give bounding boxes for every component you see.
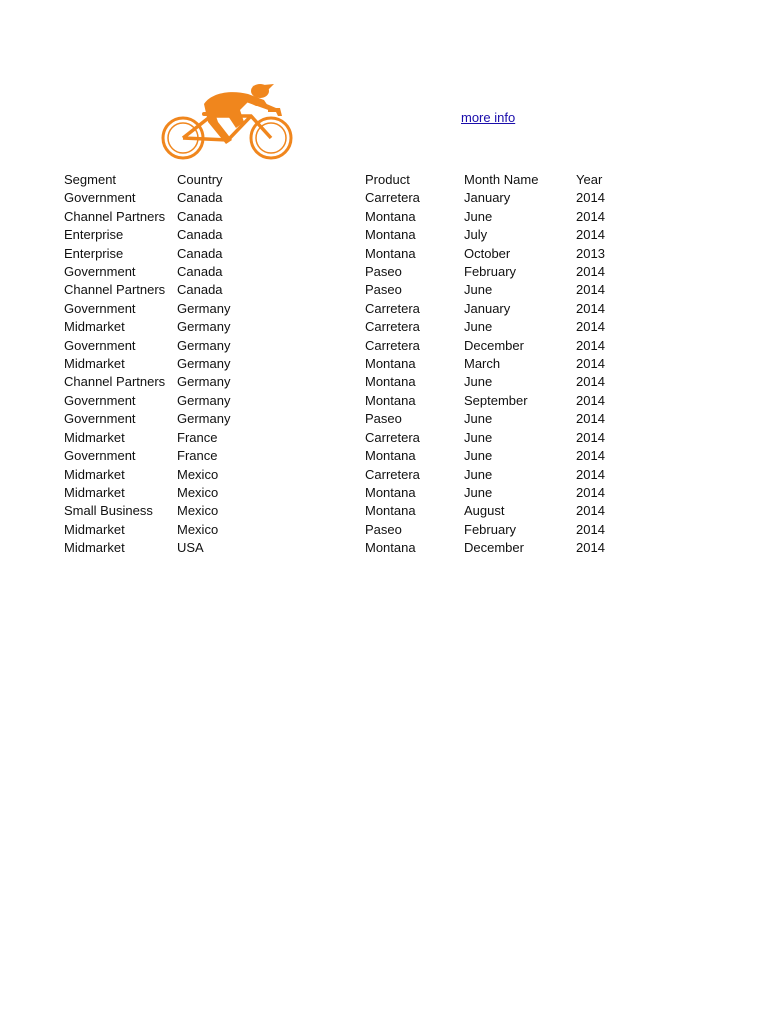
month-name-cell: December (464, 337, 524, 353)
header-product: Product (365, 172, 410, 187)
country-cell: Canada (177, 282, 223, 298)
segment-cell: Enterprise (64, 245, 124, 261)
product-cell: Montana (365, 540, 416, 556)
product-cell: Carretera (365, 466, 420, 482)
month-name-cell: October (464, 245, 511, 261)
table-row (64, 502, 616, 520)
segment-cell: Midmarket (64, 429, 125, 445)
product-cell: Montana (365, 356, 416, 372)
table-row (64, 263, 616, 281)
country-cell: Mexico (177, 521, 219, 537)
header-country: Country (177, 172, 223, 187)
month-name-cell: June (464, 319, 493, 335)
product-cell: Montana (365, 245, 416, 261)
month-name-cell: March (464, 356, 501, 372)
table-row (64, 392, 616, 410)
header-month-name: Month Name (464, 172, 539, 187)
table-row (64, 208, 616, 226)
month-name-cell: June (464, 374, 493, 390)
country-cell: Mexico (177, 466, 219, 482)
segment-cell: Enterprise (64, 227, 124, 243)
country-cell: Canada (177, 208, 223, 224)
country-cell: Canada (177, 227, 223, 243)
year-cell: 2014 (576, 337, 605, 353)
table-row (64, 521, 616, 539)
year-cell: 2014 (576, 374, 605, 390)
year-cell: 2014 (576, 448, 605, 464)
product-cell: Montana (365, 208, 416, 224)
country-cell: Germany (177, 356, 231, 372)
table-row (64, 466, 616, 484)
year-cell: 2014 (576, 319, 605, 335)
year-cell: 2013 (576, 245, 605, 261)
year-cell: 2014 (576, 411, 605, 427)
product-cell: Paseo (365, 264, 402, 280)
month-name-cell: June (464, 448, 493, 464)
table-row (64, 245, 616, 263)
header-segment: Segment (64, 172, 117, 187)
country-cell: Canada (177, 264, 223, 280)
country-cell: Germany (177, 337, 231, 353)
table-header-row (64, 171, 616, 189)
segment-cell: Midmarket (64, 521, 125, 537)
country-cell: France (177, 429, 218, 445)
country-cell: Canada (177, 190, 223, 206)
month-name-cell: January (464, 300, 511, 316)
product-cell: Montana (365, 503, 416, 519)
segment-cell: Midmarket (64, 484, 125, 500)
product-cell: Montana (365, 227, 416, 243)
year-cell: 2014 (576, 540, 605, 556)
year-cell: 2014 (576, 429, 605, 445)
year-cell: 2014 (576, 282, 605, 298)
table-row (64, 318, 616, 336)
cyclist-icon (156, 82, 302, 160)
country-cell: France (177, 448, 218, 464)
year-cell: 2014 (576, 264, 605, 280)
segment-cell: Government (64, 337, 136, 353)
country-cell: Germany (177, 411, 231, 427)
month-name-cell: July (464, 227, 488, 243)
segment-cell: Channel Partners (64, 208, 166, 224)
country-cell: Mexico (177, 484, 219, 500)
month-name-cell: June (464, 282, 493, 298)
year-cell: 2014 (576, 503, 605, 519)
table-row (64, 373, 616, 391)
segment-cell: Government (64, 300, 136, 316)
segment-cell: Government (64, 264, 136, 280)
more-info-link[interactable]: more info (461, 110, 516, 125)
country-cell: USA (177, 540, 204, 556)
segment-cell: Channel Partners (64, 282, 166, 298)
month-name-cell: February (464, 264, 517, 280)
country-cell: Germany (177, 374, 231, 390)
country-cell: Germany (177, 300, 231, 316)
month-name-cell: February (464, 521, 517, 537)
table-row (64, 226, 616, 244)
segment-cell: Government (64, 448, 136, 464)
product-cell: Paseo (365, 411, 402, 427)
month-name-cell: June (464, 429, 493, 445)
month-name-cell: June (464, 484, 493, 500)
product-cell: Montana (365, 448, 416, 464)
segment-cell: Government (64, 411, 136, 427)
year-cell: 2014 (576, 392, 605, 408)
segment-cell: Government (64, 392, 136, 408)
segment-cell: Government (64, 190, 136, 206)
table-row (64, 447, 616, 465)
year-cell: 2014 (576, 190, 605, 206)
product-cell: Carretera (365, 190, 420, 206)
table-row (64, 355, 616, 373)
table-row (64, 300, 616, 318)
product-cell: Carretera (365, 300, 420, 316)
month-name-cell: June (464, 466, 493, 482)
segment-cell: Midmarket (64, 319, 125, 335)
header-year: Year (576, 172, 603, 187)
table-row (64, 281, 616, 299)
table-body (64, 171, 616, 558)
month-name-cell: June (464, 411, 493, 427)
year-cell: 2014 (576, 484, 605, 500)
country-cell: Canada (177, 245, 223, 261)
segment-cell: Midmarket (64, 540, 125, 556)
table-row (64, 410, 616, 428)
month-name-cell: August (464, 503, 505, 519)
product-cell: Paseo (365, 282, 402, 298)
year-cell: 2014 (576, 227, 605, 243)
product-cell: Carretera (365, 337, 420, 353)
month-name-cell: January (464, 190, 511, 206)
product-cell: Montana (365, 374, 416, 390)
month-name-cell: June (464, 208, 493, 224)
table-row (64, 189, 616, 207)
table-row (64, 337, 616, 355)
month-name-cell: September (464, 392, 528, 408)
year-cell: 2014 (576, 521, 605, 537)
country-cell: Germany (177, 319, 231, 335)
product-cell: Carretera (365, 319, 420, 335)
table-row (64, 484, 616, 502)
table-row (64, 539, 616, 557)
segment-cell: Midmarket (64, 466, 125, 482)
country-cell: Mexico (177, 503, 219, 519)
year-cell: 2014 (576, 466, 605, 482)
product-cell: Montana (365, 392, 416, 408)
product-cell: Carretera (365, 429, 420, 445)
product-cell: Paseo (365, 521, 402, 537)
year-cell: 2014 (576, 300, 605, 316)
product-cell: Montana (365, 484, 416, 500)
country-cell: Germany (177, 392, 231, 408)
year-cell: 2014 (576, 208, 605, 224)
month-name-cell: December (464, 540, 524, 556)
year-cell: 2014 (576, 356, 605, 372)
segment-cell: Midmarket (64, 356, 125, 372)
data-table (64, 171, 616, 558)
segment-cell: Small Business (64, 503, 153, 519)
table-row (64, 429, 616, 447)
segment-cell: Channel Partners (64, 374, 166, 390)
